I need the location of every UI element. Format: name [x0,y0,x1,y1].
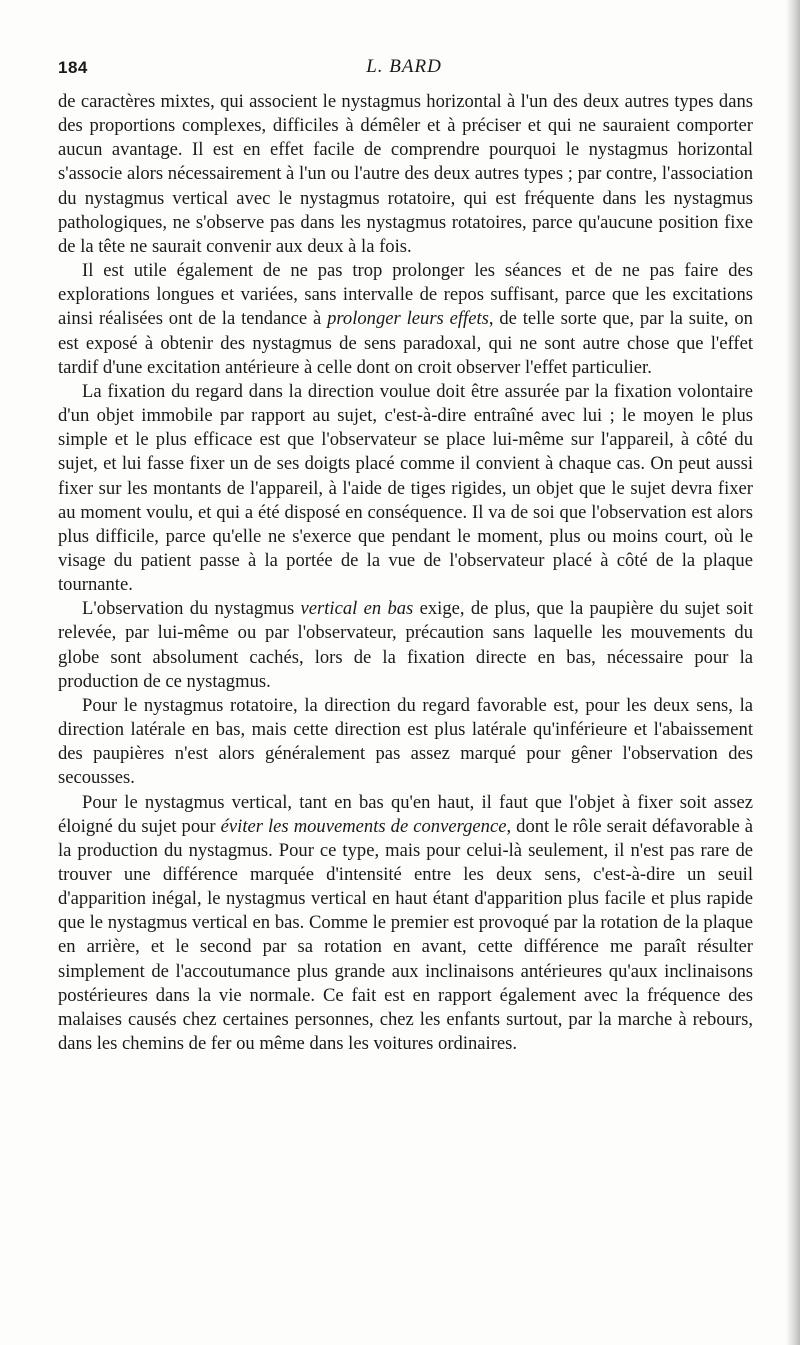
text-run: La fixation du regard dans la direction voulue doit être assurée par la fixation volontaire d'un objet immobile par rapport au sujet, c'est-à-dire entraîné avec lui ; le moyen le plus simple et le plus efficace est que l'observateur se place lui-même sur l'appareil, à côté du sujet, et lui fasse fixer un de ses doigts placé comme il convient à chaque cas. On peut aussi fixer sur les montants de l'appareil, à l'aide de tiges rigides, un objet que le sujet devra fixer au moment voulu, et qui a été disposé en conséquence. Il va de soi que l'observation est alors plus difficile, parce qu'elle ne s'exerce que pendant le moment, plus ou moins court, où le visage du patient passe à la portée de la vue de l'observateur placé à côté de la plaque tournante. [58,380,753,596]
running-head: L. BARD [366,56,442,77]
text-run: , de telle sorte que, par la suite, on est exposé à obtenir des nystagmus de sens paradoxal, qui ne sont autre chose que l'effet tardif d'une excitation antérieure à celle dont on croit observer l'effet particulier. [58,308,753,378]
page-edge-shadow [786,0,800,1345]
text-run: Il est utile également de ne pas trop prolonger les séances et de ne pas faire des explorations longues et variées, sans intervalle de repos suffisant, parce que les excitations ainsi réalisées ont de la tendance à [58,260,753,330]
page-number: 184 [58,58,88,77]
text-run: de caractères mixtes, qui associent le nystagmus horizontal à l'un des deux autres types dans des proportions complexes, difficiles à démêler et à préciser et qui ne sauraient comporter aucun avantage. Il est en effet facile de comprendre pourquoi le nystagmus horizontal s'associe alors nécessairement à l'un ou l'autre des deux autres types ; par contre, l'association du nystagmus vertical avec le nystagmus rotatoire, qui est fréquente dans les nystagmus pathologiques, ne s'observe pas dans les nystagmus rotatoires, parce qu'aucune position fixe de la tête ne saurait convenir aux deux à la fois. [58,91,753,257]
text-run: L'observation du nystagmus [82,598,301,620]
text-run: Pour le nystagmus vertical, tant en bas qu'en haut, il faut que l'objet à fixer soit assez éloigné du sujet pour [58,791,753,837]
italic-text-run: vertical en bas [300,598,414,620]
italic-text-run: éviter les mouvements de convergence [220,815,507,837]
body-text [58,90,753,1056]
page-header [58,52,750,82]
paragraph [58,791,753,1057]
paragraph [58,380,753,597]
paragraph [58,259,753,380]
text-run: , dont le rôle serait défavorable à la production du nystagmus. Pour ce type, mais pour celui-là seulement, il n'est pas rare de trouver une différence marquée d'intensité entre les deux sens, c'est-à-dire un seuil d'apparition inégal, le nystagmus vertical en haut étant d'apparition plus facile et plus rapide que le nystagmus vertical en bas. Comme le premier est provoqué par la rotation de la plaque en arrière, et le second par sa rotation en avant, cette différence me paraît résulter simplement de l'accoutumance plus grande aux inclinaisons antérieures qu'aux inclinaisons postérieures dans la vie normale. Ce fait est en rapport également avec la fréquence des malaises causés chez certaines personnes, chez les enfants surtout, par la marche à rebours, dans les chemins de fer ou même dans les voitures ordinaires. [58,815,753,1055]
paragraph [58,597,753,694]
paragraph [58,694,753,791]
text-run: exige, de plus, que la paupière du sujet soit relevée, par lui-même ou par l'observateur, précaution sans laquelle les mouvements du globe sont absolument cachés, lors de la fixation directe en bas, nécessaire pour la production de ce nystagmus. [58,598,753,692]
paragraph [58,90,753,259]
italic-text-run: prolonger leurs effets [327,308,489,330]
text-run: Pour le nystagmus rotatoire, la direction du regard favorable est, pour les deux sens, la direction latérale en bas, mais cette direction est plus latérale qu'inférieure et l'abaissement des paupières n'est alors généralement pas assez marqué pour gêner l'observation des secousses. [58,694,753,789]
